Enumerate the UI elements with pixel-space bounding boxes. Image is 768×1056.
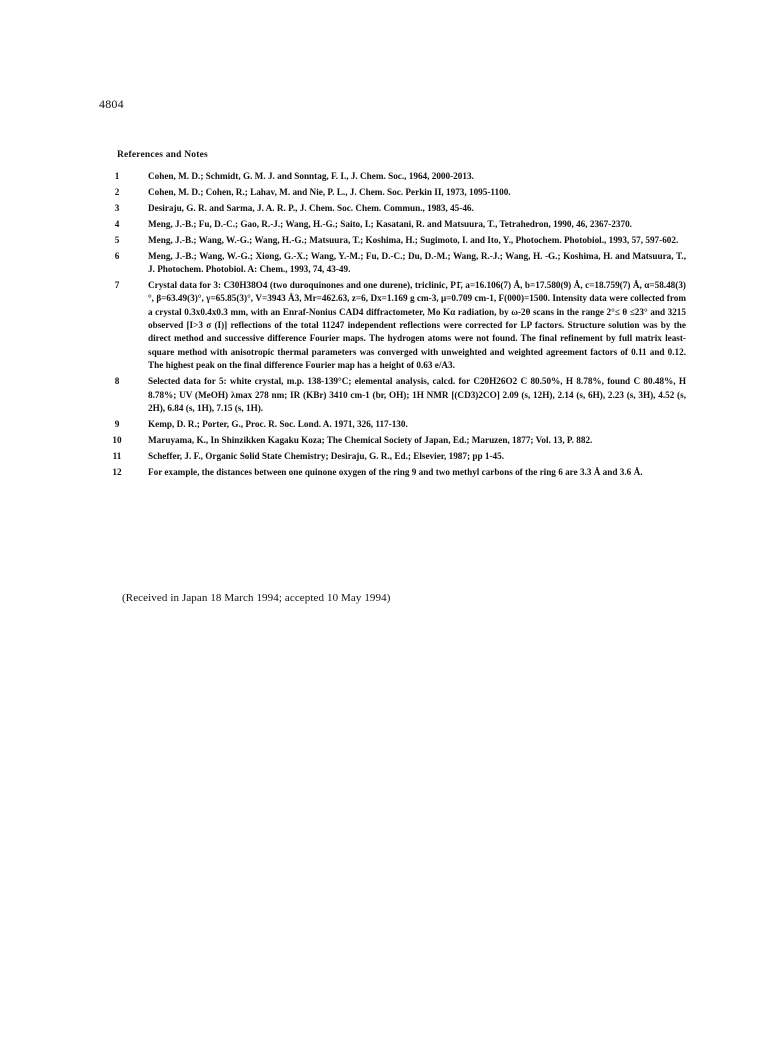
reference-number: 7: [114, 279, 120, 290]
reference-item: [110, 466, 686, 479]
reference-text: Cohen, M. D.; Schmidt, G. M. J. and Sonntag, F. I., J. Chem. Soc., 1964, 2000-2013.: [148, 171, 474, 181]
reference-text: Cohen, M. D.; Cohen, R.; Lahav, M. and Nie, P. L., J. Chem. Soc. Perkin II, 1973, 1095-1100.: [148, 186, 511, 197]
reference-number: 3: [114, 202, 120, 213]
reference-list: [110, 170, 686, 482]
reference-text: Meng, J.-B.; Wang, W.-G.; Xiong, G.-X.; Wang, Y.-M.; Fu, D.-C.; Du, D.-M.; Wang, R.-J.; Wang, H. -G.; Koshima, H. and Matsuura, T., J. Photochem. Photobiol. A: Chem., 1993, 74, 43-49.: [148, 250, 686, 274]
reference-text: Desiraju, G. R. and Sarma, J. A. R. P., J. Chem. Soc. Chem. Commun., 1983, 45-46.: [148, 202, 474, 213]
reference-number: 10: [112, 434, 122, 445]
received-date-note: (Received in Japan 18 March 1994; accepted 10 May 1994): [122, 592, 391, 604]
reference-number: 1: [114, 171, 120, 181]
reference-text: Selected data for 5: white crystal, m.p. 138-139°C; elemental analysis, calcd. for C20H26O2 C 80.50%, H 8.78%, found C 80.48%, H 8.78%; UV (MeOH) λmax 278 nm; IR (KBr) 3410 cm-1 (br, OH); 1H NMR [(CD3)2CO] 2.09 (s, 12H), 2.14 (s, 6H), 2.23 (s, 3H), 4.52 (s, 2H), 6.84 (s, 1H), 7.15 (s, 1H).: [148, 376, 686, 413]
reference-item: [110, 234, 686, 247]
reference-number: 9: [114, 418, 120, 429]
reference-item: [110, 218, 686, 231]
references-heading: References and Notes: [117, 150, 208, 160]
reference-number: 11: [112, 450, 122, 461]
reference-item: [110, 418, 686, 431]
reference-item: [110, 202, 686, 215]
reference-text: Crystal data for 3: C30H38O4 (two duroquinones and one durene), triclinic, P1̄, a=16.106(7) Å, b=17.580(9) Å, c=18.759(7) Å, α=58.48(3)°, β=63.49(3)°, γ=65.85(3)°, V=3943 Å3, Mr=462.63, z=6, Dx=1.169 g cm-3, μ=0.709 cm-1, F(000)=1500. Intensity data were collected from a crystal 0.3x0.4x0.3 mm, with an Enraf-Nonius CAD4 diffractometer, Mo Kα radiation, by ω-2θ scans in the range 2°≤ θ ≤23° and 3215 observed [I>3 σ (I)] reflections of the total 11247 independent reflections were corrected for LP factors. Structure solution was by the direct method and successive difference Fourier maps. The hydrogen atoms were not found. The final refinement by full matrix least-square method with anisotropic thermal parameters was converged with unweighted and weighted agreement factors of 0.11 and 0.12. The highest peak on the final difference Fourier map has a height of 0.63 e/A3.: [148, 279, 686, 371]
reference-item: [110, 450, 686, 463]
reference-item: [110, 186, 686, 199]
reference-text: For example, the distances between one quinone oxygen of the ring 9 and two methyl carbons of the ring 6 are 3.3 Å and 3.6 Å.: [148, 466, 643, 477]
reference-item: [110, 375, 686, 415]
reference-item: [110, 170, 686, 183]
page-number: 4804: [99, 97, 124, 111]
reference-number: 6: [114, 250, 120, 261]
reference-text: Meng, J.-B.; Wang, W.-G.; Wang, H.-G.; Matsuura, T.; Koshima, H.; Sugimoto, I. and Ito, Y., Photochem. Photobiol., 1993, 57, 597-602.: [148, 234, 679, 245]
reference-text: Maruyama, K., In Shinzikken Kagaku Koza; The Chemical Society of Japan, Ed.; Maruzen, 1877; Vol. 13, P. 882.: [148, 434, 593, 445]
reference-item: [110, 434, 686, 447]
reference-number: 12: [112, 466, 122, 477]
reference-number: 4: [114, 218, 120, 229]
reference-item: [110, 250, 686, 277]
reference-number: 8: [114, 376, 120, 387]
reference-text: Scheffer, J. F., Organic Solid State Chemistry; Desiraju, G. R., Ed.; Elsevier, 1987; pp 1-45.: [148, 450, 504, 461]
reference-number: 5: [114, 234, 120, 245]
reference-number: 2: [114, 186, 120, 197]
reference-item: [110, 279, 686, 373]
reference-text: Kemp, D. R.; Porter, G., Proc. R. Soc. Lond. A. 1971, 326, 117-130.: [148, 418, 408, 429]
reference-text: Meng, J.-B.; Fu, D.-C.; Gao, R.-J.; Wang, H.-G.; Saito, I.; Kasatani, R. and Matsuura, T., Tetrahedron, 1990, 46, 2367-2370.: [148, 218, 632, 229]
